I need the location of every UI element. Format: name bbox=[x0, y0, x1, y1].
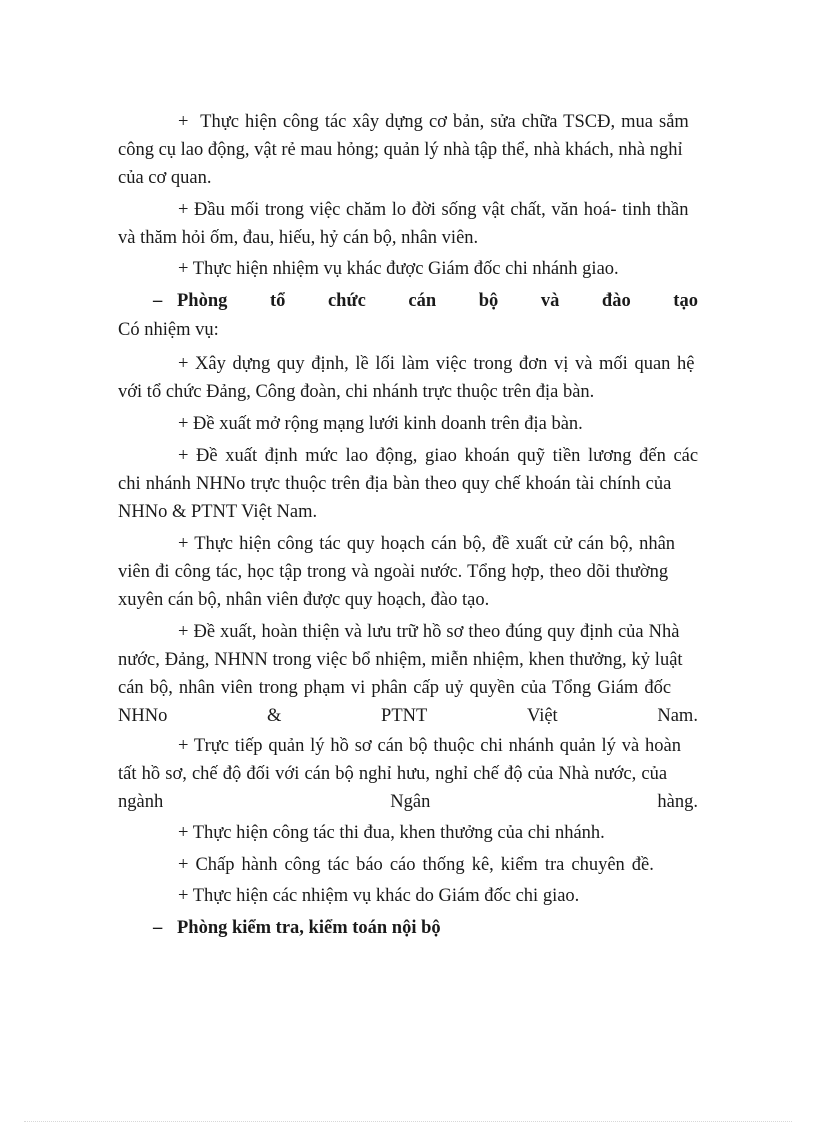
paragraph-line: nước, Đảng, NHNN trong việc bổ nhiệm, miễn nhiệm, khen thưởng, kỷ luật bbox=[118, 650, 683, 670]
heading-dash: – bbox=[153, 291, 163, 311]
paragraph-line: của cơ quan. bbox=[118, 168, 212, 188]
paragraph-line: viên đi công tác, học tập trong và ngoài nước. Tổng hợp, theo dõi thường bbox=[118, 562, 669, 582]
heading-word: tạo bbox=[673, 291, 698, 311]
paragraph-line: cán bộ, nhân viên trong phạm vi phân cấp uỷ quyền của Tổng Giám đốc bbox=[118, 678, 672, 698]
paragraph-line: + Trực tiếp quản lý hồ sơ cán bộ thuộc chi nhánh quản lý và hoàn bbox=[178, 736, 681, 756]
paragraph-line: + Chấp hành công tác báo cáo thống kê, kiểm tra chuyên đề. bbox=[178, 855, 654, 875]
paragraph-line: Có nhiệm vụ: bbox=[118, 320, 219, 340]
heading-word: bộ bbox=[478, 291, 499, 311]
heading-dash: – bbox=[153, 918, 163, 938]
heading-word: cán bbox=[408, 291, 437, 311]
word: Ngân bbox=[390, 792, 431, 812]
word: hàng. bbox=[657, 792, 698, 812]
paragraph-line: + Xây dựng quy định, lề lối làm việc trong đơn vị và mối quan hệ bbox=[178, 354, 695, 374]
word: NHNo bbox=[118, 706, 168, 726]
paragraph-line: + Đề xuất mở rộng mạng lưới kinh doanh trên địa bàn. bbox=[178, 414, 583, 434]
heading-words bbox=[177, 289, 698, 313]
paragraph-line: chi nhánh NHNo trực thuộc trên địa bàn theo quy chế khoán tài chính của bbox=[118, 474, 672, 494]
section-heading bbox=[153, 289, 698, 313]
text: + Thực hiện công tác xây dựng cơ bản, sửa chữa TSCĐ, mua sắm bbox=[178, 112, 689, 132]
paragraph-line: tất hồ sơ, chế độ đối với cán bộ nghỉ hưu, nghỉ chế độ của Nhà nước, của bbox=[118, 764, 668, 784]
heading-word: tổ bbox=[269, 291, 286, 311]
heading-word: đào bbox=[601, 291, 631, 311]
word: Việt bbox=[526, 706, 558, 726]
paragraph-line: + Thực hiện nhiệm vụ khác được Giám đốc chi nhánh giao. bbox=[178, 259, 619, 279]
paragraph-line bbox=[178, 110, 698, 134]
heading-title: Phòng kiểm tra, kiểm toán nội bộ bbox=[177, 918, 441, 938]
paragraph-line-justified bbox=[118, 790, 698, 814]
paragraph-line: và thăm hỏi ốm, đau, hiếu, hỷ cán bộ, nhân viên. bbox=[118, 228, 479, 248]
heading-word: chức bbox=[327, 291, 366, 311]
paragraph-line: với tổ chức Đảng, Công đoàn, chi nhánh trực thuộc trên địa bàn. bbox=[118, 382, 595, 402]
paragraph-line: NHNo & PTNT Việt Nam. bbox=[118, 502, 318, 522]
word: PTNT bbox=[381, 706, 428, 726]
paragraph-line: + Đầu mối trong việc chăm lo đời sống vật chất, văn hoá- tinh thần bbox=[178, 200, 689, 220]
paragraph-line: + Thực hiện các nhiệm vụ khác do Giám đốc chi giao. bbox=[178, 886, 580, 906]
section-heading bbox=[153, 916, 698, 940]
word: Nam. bbox=[657, 706, 698, 726]
paragraph-line: xuyên cán bộ, nhân viên được quy hoạch, đào tạo. bbox=[118, 590, 490, 610]
paragraph-line: + Đề xuất định mức lao động, giao khoán quỹ tiền lương đến các bbox=[178, 446, 699, 466]
page-bottom-divider bbox=[24, 1121, 792, 1122]
word: & bbox=[267, 706, 282, 726]
paragraph-line: + Đề xuất, hoàn thiện và lưu trữ hồ sơ theo đúng quy định của Nhà bbox=[178, 622, 680, 642]
paragraph-line: + Thực hiện công tác quy hoạch cán bộ, đề xuất cử cán bộ, nhân bbox=[178, 534, 676, 554]
heading-word: và bbox=[540, 291, 560, 311]
paragraph-line: công cụ lao động, vật rẻ mau hỏng; quản lý nhà tập thể, nhà khách, nhà nghỉ bbox=[118, 140, 683, 160]
heading-word: Phòng bbox=[177, 291, 228, 311]
paragraph-line-justified bbox=[118, 704, 698, 728]
word: ngành bbox=[118, 792, 164, 812]
paragraph-line: + Thực hiện công tác thi đua, khen thưởng của chi nhánh. bbox=[178, 823, 605, 843]
